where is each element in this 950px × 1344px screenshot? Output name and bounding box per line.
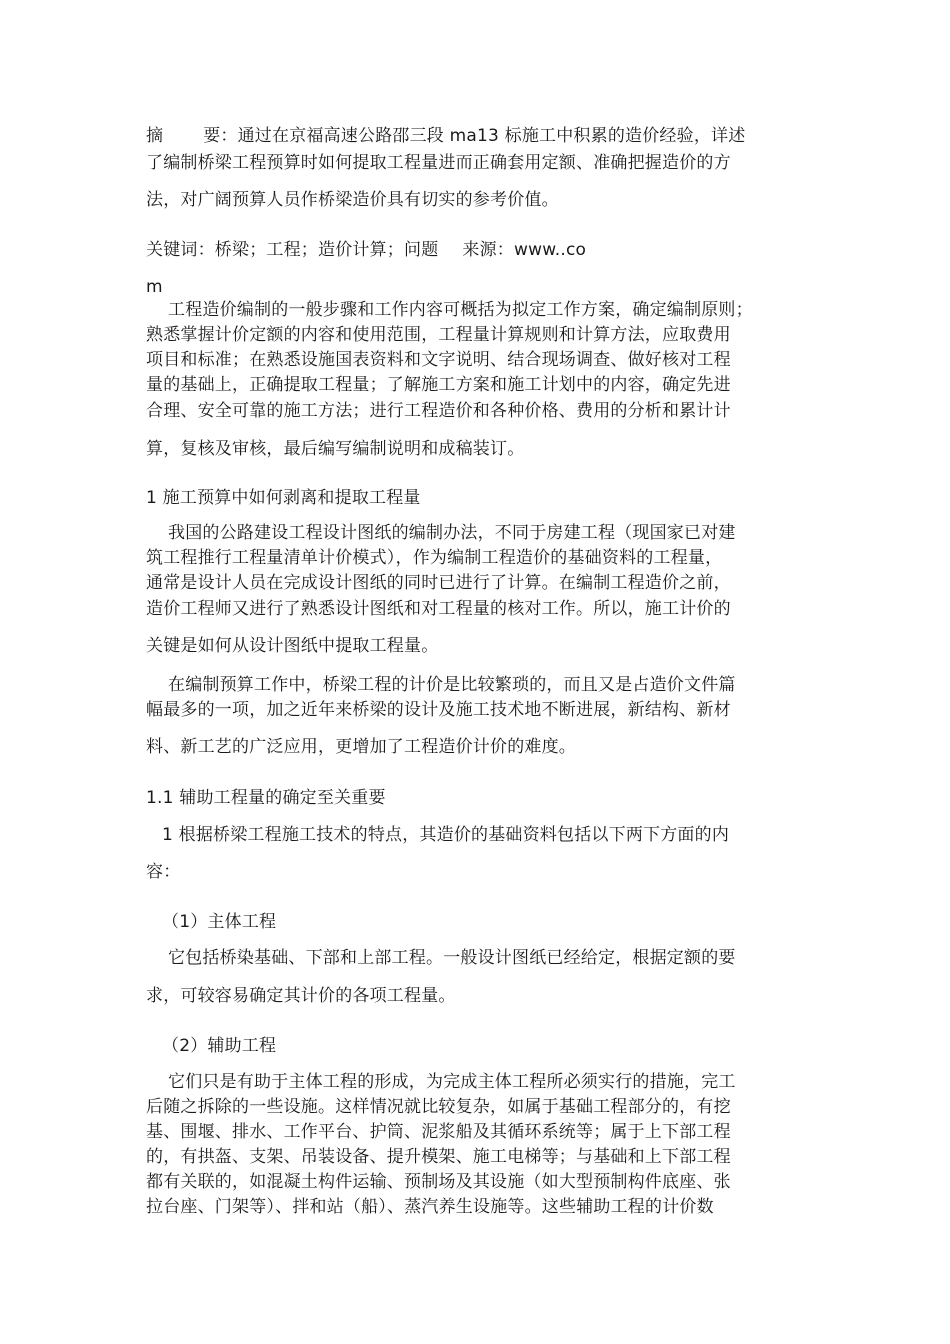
abstract-line-2: 了编制桥梁工程预算时如何提取工程量进而正确套用定额、准确把握造价的方: [146, 153, 731, 173]
section-1-para1-line-4: 造价工程师又进行了熟悉设计图纸和对工程量的核对工作。所以，施工计价的: [146, 599, 731, 619]
item-2-body-line-4: 的，有拱盔、支架、吊装设备、提升模架、施工电梯等；与基础和上下部工程: [146, 1147, 731, 1167]
abstract-text: 通过在京福高速公路邵三段 ma13 标施工中积累的造价经验，详述: [237, 126, 746, 146]
item-2-body-line-2: 后随之拆除的一些设施。这样情况就比较复杂，如属于基础工程部分的，有挖: [146, 1097, 731, 1117]
abstract-line-3: 法，对广阔预算人员作桥梁造价具有切实的参考价值。: [146, 190, 559, 210]
intro-line-1: 工程造价编制的一般步骤和工作内容可概括为拟定工作方案，确定编制原则；: [168, 300, 753, 320]
item-1-body-line-1: 它包括桥染基础、下部和上部工程。一般设计图纸已经给定，根据定额的要: [168, 948, 736, 968]
section-1-1-intro-line-2: 容：: [146, 862, 181, 882]
item-2-body-line-3: 基、围堰、排水、工作平台、护筒、泥浆船及其循环系统等；属于上下部工程: [146, 1122, 731, 1142]
abstract-line-1: [146, 124, 745, 148]
section-1-para1-line-2: 筑工程推行工程量清单计价模式），作为编制工程造价的基础资料的工程量，: [146, 548, 723, 568]
section-1-para1-line-3: 通常是设计人员在完成设计图纸的同时已进行了计算。在编制工程造价之前，: [146, 573, 731, 593]
abstract-label-b: 要：: [203, 126, 238, 146]
item-1-title: （1）主体工程: [162, 912, 277, 932]
section-1-para2-line-1: 在编制预算工作中，桥梁工程的计价是比较繁琐的，而且又是占造价文件篇: [168, 675, 736, 695]
section-1-para2-line-3: 料、新工艺的广泛应用，更增加了工程造价计价的难度。: [146, 737, 576, 757]
section-1-para1-line-5: 关键是如何从设计图纸中提取工程量。: [146, 636, 439, 656]
intro-line-6: 算，复核及审核，最后编写编制说明和成稿装订。: [146, 439, 525, 459]
section-1-heading: 1 施工预算中如何剥离和提取工程量: [146, 488, 421, 508]
item-2-body-line-6: 拉台座、门架等）、拌和站（船）、蒸汽养生设施等。这些辅助工程的计价数: [146, 1197, 714, 1217]
item-2-title: （2）辅助工程: [162, 1036, 277, 1056]
keywords-source: 来源：www..co: [462, 240, 587, 260]
intro-line-4: 量的基础上，正确提取工程量；了解施工方案和施工计划中的内容，确定先进: [146, 375, 731, 395]
intro-line-5: 合理、安全可靠的施工方法；进行工程造价和各种价格、费用的分析和累计计: [146, 401, 731, 421]
intro-line-2: 熟悉掌握计价定额的内容和使用范围，工程量计算规则和计算方法，应取费用: [146, 325, 731, 345]
section-1-para1-line-1: 我国的公路建设工程设计图纸的编制办法，不同于房建工程（现国家已对建: [168, 523, 736, 543]
section-1-para2-line-2: 幅最多的一项，加之近年来桥梁的设计及施工技术地不断进展，新结构、新材: [146, 700, 731, 720]
keywords-source-cont: m: [146, 277, 163, 297]
item-1-body-line-2: 求，可较容易确定其计价的各项工程量。: [146, 986, 456, 1006]
item-2-body-line-1: 它们只是有助于主体工程的形成，为完成主体工程所必须实行的措施，完工: [168, 1072, 736, 1092]
keywords-text: 关键词：桥梁；工程；造价计算；问题: [146, 240, 439, 260]
keywords-line: [146, 238, 586, 262]
item-2-body-line-5: 都有关联的，如混凝土构件运输、预制场及其设施（如大型预制构件底座、张: [146, 1172, 731, 1192]
section-1-1-heading: 1.1 辅助工程量的确定至关重要: [146, 788, 386, 808]
intro-line-3: 项目和标准；在熟悉设施国表资料和文字说明、结合现场调查、做好核对工程: [146, 350, 731, 370]
abstract-label-a: 摘: [146, 126, 164, 146]
section-1-1-intro-line-1: 1 根据桥梁工程施工技术的特点，其造价的基础资料包括以下两下方面的内: [162, 825, 730, 845]
